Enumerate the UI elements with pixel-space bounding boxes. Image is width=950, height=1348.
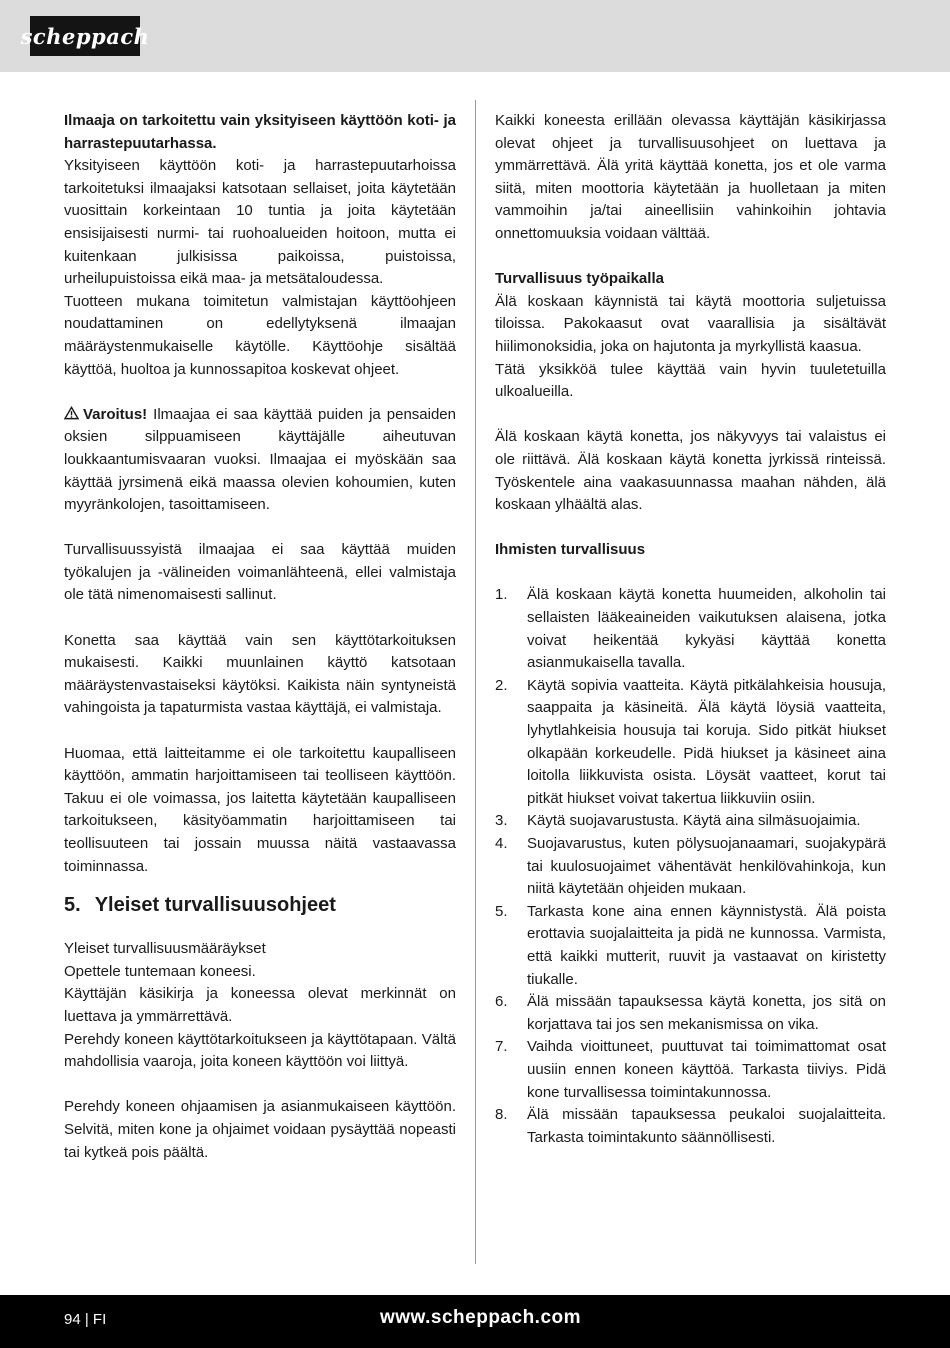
warning-label: Varoitus! (83, 405, 148, 423)
intro-bold-text: Ilmaaja on tarkoitettu vain yksityiseen käyttöön koti- ja harrastepuutarhassa. (64, 112, 456, 152)
column-divider (475, 100, 476, 1264)
list-item: 3. Käytä suojavarustusta. Käytä aina silmäsuojaimia. (495, 812, 861, 830)
warning-triangle-icon (64, 406, 79, 420)
workplace-safety-heading: Turvallisuus työpaikalla (495, 270, 664, 288)
section-title: Yleiset turvallisuusohjeet (94, 894, 336, 917)
general-rules-line: Yleiset turvallisuusmääräykset (64, 940, 266, 958)
personal-safety-heading: Ihmisten turvallisuus (495, 541, 646, 559)
manual-paragraph: Tuotteen mukana toimitetun valmistajan käyttöohjeen noudattaminen on edellytyksenä ilmaajan määräystenmukaiselle käytölle. Käyttöohje sisältää käyttöä, huoltoa ja kunnossapitoa koskevat ohjeet. (64, 292, 456, 378)
warning-paragraph (64, 404, 456, 517)
safety-list (495, 584, 886, 1149)
know-machine-line: Opettele tuntemaan koneesi. (64, 962, 256, 980)
safety-power-paragraph: Turvallisuussyistä ilmaajaa ei saa käyttää muiden työkalujen ja -välineiden voimanlähteenä, ellei valmistaja ole tätä nimenomaisesti sallinut. (64, 541, 456, 604)
manual-instructions-paragraph: Kaikki koneesta erillään olevassa käyttäjän käsikirjassa olevat ohjeet ja turvallisuusohjeet on luettava ja ymmärrettävä. Älä yritä käyttää konetta, jos et ole varma siitä, miten moottoria käytetään ja huolletaan ja miten vammoihin ja/tai aineellisiin vahinkoihin johtavia onnettomuuksia voidaan välttää. (495, 112, 886, 242)
intended-use-paragraph: Konetta saa käyttää vain sen käyttötarkoituksen mukaisesti. Kaikki muunlainen käyttö katsotaan määräystenvastaiseksi käytöksi. Kaikista näin syntyneistä vahingoista ja tapaturmista vastaa käyttäjä, ei valmistaja. (64, 631, 456, 717)
list-item: 5. Tarkasta kone aina ennen käynnistystä. Älä poista erottavia suojalaitteita ja pidä ne kunnossa. Varmista, että kaikki mutterit, ruuvit ja vastaavat on kiristetty tiukalle. (495, 902, 886, 988)
page-number: 94 | FI (64, 1311, 107, 1328)
left-column (64, 110, 456, 1164)
list-item: 8. Älä missään tapauksessa peukaloi suojalaitteita. Tarkasta toimintakunto säännöllisesti. (495, 1106, 886, 1146)
list-item: 2. Käytä sopivia vaatteita. Käytä pitkälahkeisia housuja, saappaita ja käsineitä. Älä käytä löysiä vaatteita, lyhytlahkeisia housuja tai koruja. Sido pitkät hiukset olkapään korkeudelle. Pidä hiukset ja käsineet aina loitolla liikkuvista osista. Löysät vaatteet, korut tai pitkät hiukset voivat takertua liikkuviin osiin. (495, 676, 886, 807)
commercial-use-paragraph: Huomaa, että laitteitamme ei ole tarkoitettu kaupalliseen käyttöön, ammatin harjoittamiseen tai teolliseen käyttöön. Takuu ei ole voimassa, jos laitetta käytetään kaupalliseen tarkoitukseen, käsityöammatin harjoittamiseen tai teollisuuteen tai jossain muussa näitä vastaavassa toiminnassa. (64, 744, 456, 875)
list-item: 1. Älä koskaan käytä konetta huumeiden, alkoholin tai sellaisten lääkeaineiden vaikutuksen alaisena, jotka voivat heikentää kykyäsi käyttää konetta asianmukaisella tavalla. (495, 586, 886, 672)
right-column (495, 110, 886, 1149)
website-link[interactable]: www.scheppach.com (380, 1307, 582, 1328)
warning-text: Ilmaajaa ei saa käyttää puiden ja pensaiden oksien silppuamiseen käyttäjälle aiheutuvan loukkaantumisvaaran vuoksi. Ilmaajaa ei myöskään saa käyttää jyrsimenä eikä maassa olevien kohoumien, kuten myyränkolojen, tasoittamiseen. (64, 405, 456, 514)
workplace-paragraph-3: Älä koskaan käytä konetta, jos näkyvyys tai valaistus ei ole riittävä. Älä koskaan käytä konetta jyrkissä rinteissä. Työskentele aina vaakasuunnassa maahan nähden, älä koskaan ylhäältä alas. (495, 428, 886, 514)
workplace-paragraph-1: Älä koskaan käynnistä tai käytä moottoria suljetuissa tiloissa. Pakokaasut ovat vaarallisia ja sisältävät hiilimonoksidia, joka on hajutonta ja myrkyllistä kaasua. (495, 292, 886, 355)
section-number: 5. (64, 894, 81, 917)
header-band (0, 0, 950, 72)
footer-bar (0, 1295, 950, 1348)
controls-paragraph: Perehdy koneen ohjaamisen ja asianmukaiseen käyttöön. Selvitä, miten kone ja ohjaimet voidaan pysäyttää nopeasti tai kytkeä pois päältä. (64, 1098, 456, 1161)
section-heading (64, 892, 456, 918)
private-use-paragraph: Yksityiseen käyttöön koti- ja harrastepuutarhoissa tarkoitetuksi ilmaajaksi katsotaan sellaiset, joita käytetään vuosittain korkeintaan 10 tuntia ja joita käytetään ensisijaisesti nurmi- tai ruohoalueiden hoitoon, mutta ei kuitenkaan julkisissa paikoissa, puistoissa, urheilupuistoissa eikä maa- ja metsätaloudessa. (64, 157, 456, 288)
list-item: 6. Älä missään tapauksessa käytä konetta, jos sitä on korjattava tai jos sen mekanismissa on vika. (495, 993, 886, 1033)
list-item: 7. Vaihda vioittuneet, puuttuvat tai toimimattomat osat uusiin ennen koneen käyttöä. Tarkasta tiiviys. Pidä kone turvallisessa toimintakunnossa. (495, 1038, 886, 1101)
scheppach-logo: scheppach (30, 16, 140, 56)
read-manual-line: Käyttäjän käsikirja ja koneessa olevat merkinnät on luettava ja ymmärrettävä. (64, 985, 456, 1025)
purpose-line: Perehdy koneen käyttötarkoitukseen ja käyttötapaan. Vältä mahdollisia vaaroja, joita koneen käyttöön voi liittyä. (64, 1030, 456, 1071)
list-item: 4. Suojavarustus, kuten pölysuojanaamari, suojakypärä tai kuulosuojaimet vähentävät henkilövahinkoja, kun niitä käytetään ohjeiden mukaan. (495, 835, 886, 898)
workplace-paragraph-2: Tätä yksikköä tulee käyttää vain hyvin tuuletetuilla ulkoalueilla. (495, 360, 886, 401)
